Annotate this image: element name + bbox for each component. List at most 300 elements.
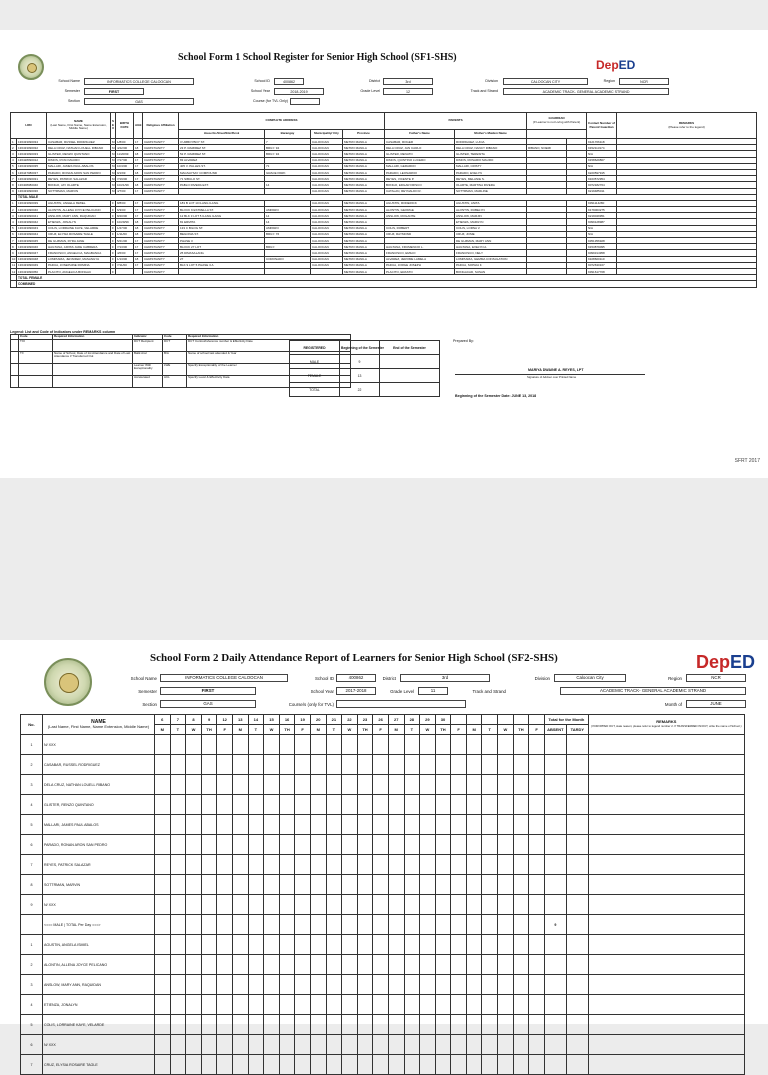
attendance-cell[interactable] xyxy=(451,935,467,955)
attendance-cell[interactable] xyxy=(482,975,498,995)
attendance-cell[interactable] xyxy=(420,1015,436,1035)
attendance-cell[interactable] xyxy=(482,795,498,815)
attendance-cell[interactable] xyxy=(295,855,311,875)
attendance-cell[interactable] xyxy=(217,915,233,935)
attendance-cell[interactable] xyxy=(420,955,436,975)
attendance-cell[interactable] xyxy=(248,895,264,915)
attendance-cell[interactable] xyxy=(232,895,248,915)
attendance-cell[interactable] xyxy=(498,1035,514,1055)
attendance-cell[interactable] xyxy=(513,835,529,855)
attendance-cell[interactable] xyxy=(170,915,186,935)
attendance-cell[interactable] xyxy=(529,795,545,815)
attendance-cell[interactable] xyxy=(326,935,342,955)
attendance-cell[interactable] xyxy=(420,795,436,815)
attendance-cell[interactable] xyxy=(232,1015,248,1035)
attendance-cell[interactable] xyxy=(342,855,358,875)
attendance-cell[interactable] xyxy=(264,955,280,975)
attendance-cell[interactable] xyxy=(435,855,451,875)
attendance-cell[interactable] xyxy=(264,875,280,895)
attendance-cell[interactable] xyxy=(342,915,358,935)
attendance-cell[interactable] xyxy=(186,755,202,775)
attendance-cell[interactable] xyxy=(482,875,498,895)
attendance-cell[interactable] xyxy=(310,915,326,935)
attendance-cell[interactable] xyxy=(310,935,326,955)
attendance-cell[interactable] xyxy=(498,935,514,955)
attendance-cell[interactable] xyxy=(326,875,342,895)
attendance-cell[interactable] xyxy=(529,895,545,915)
attendance-cell[interactable] xyxy=(451,875,467,895)
attendance-cell[interactable] xyxy=(529,775,545,795)
attendance-cell[interactable] xyxy=(342,975,358,995)
attendance-cell[interactable] xyxy=(279,875,295,895)
attendance-cell[interactable] xyxy=(170,1035,186,1055)
attendance-cell[interactable] xyxy=(279,795,295,815)
attendance-cell[interactable] xyxy=(529,855,545,875)
attendance-cell[interactable] xyxy=(248,855,264,875)
attendance-cell[interactable] xyxy=(435,975,451,995)
attendance-cell[interactable] xyxy=(310,955,326,975)
attendance-cell[interactable] xyxy=(342,935,358,955)
attendance-cell[interactable] xyxy=(466,935,482,955)
attendance-cell[interactable] xyxy=(342,1055,358,1075)
attendance-cell[interactable] xyxy=(326,775,342,795)
attendance-cell[interactable] xyxy=(232,995,248,1015)
attendance-cell[interactable] xyxy=(295,955,311,975)
attendance-cell[interactable] xyxy=(498,775,514,795)
attendance-cell[interactable] xyxy=(186,1035,202,1055)
attendance-cell[interactable] xyxy=(217,975,233,995)
attendance-cell[interactable] xyxy=(529,755,545,775)
attendance-cell[interactable] xyxy=(435,735,451,755)
attendance-cell[interactable] xyxy=(295,815,311,835)
attendance-cell[interactable] xyxy=(155,955,171,975)
attendance-cell[interactable] xyxy=(482,895,498,915)
attendance-cell[interactable] xyxy=(451,735,467,755)
attendance-cell[interactable] xyxy=(373,1055,389,1075)
attendance-cell[interactable] xyxy=(279,955,295,975)
attendance-cell[interactable] xyxy=(295,935,311,955)
attendance-cell[interactable] xyxy=(295,875,311,895)
attendance-cell[interactable] xyxy=(482,835,498,855)
attendance-cell[interactable] xyxy=(295,775,311,795)
attendance-cell[interactable] xyxy=(170,775,186,795)
attendance-cell[interactable] xyxy=(186,835,202,855)
attendance-cell[interactable] xyxy=(217,955,233,975)
attendance-cell[interactable] xyxy=(420,995,436,1015)
attendance-cell[interactable] xyxy=(420,775,436,795)
attendance-cell[interactable] xyxy=(310,795,326,815)
attendance-cell[interactable] xyxy=(310,1035,326,1055)
attendance-cell[interactable] xyxy=(388,775,404,795)
attendance-cell[interactable] xyxy=(435,1015,451,1035)
attendance-cell[interactable] xyxy=(201,755,217,775)
attendance-cell[interactable] xyxy=(420,815,436,835)
attendance-cell[interactable] xyxy=(342,795,358,815)
attendance-cell[interactable] xyxy=(155,975,171,995)
attendance-cell[interactable] xyxy=(186,815,202,835)
attendance-cell[interactable] xyxy=(310,815,326,835)
attendance-cell[interactable] xyxy=(248,755,264,775)
attendance-cell[interactable] xyxy=(482,775,498,795)
attendance-cell[interactable] xyxy=(279,815,295,835)
attendance-cell[interactable] xyxy=(451,1015,467,1035)
attendance-cell[interactable] xyxy=(326,735,342,755)
attendance-cell[interactable] xyxy=(155,995,171,1015)
attendance-cell[interactable] xyxy=(435,955,451,975)
attendance-cell[interactable] xyxy=(264,735,280,755)
attendance-cell[interactable] xyxy=(279,755,295,775)
attendance-cell[interactable] xyxy=(420,975,436,995)
attendance-cell[interactable] xyxy=(498,735,514,755)
attendance-cell[interactable] xyxy=(310,855,326,875)
attendance-cell[interactable] xyxy=(435,895,451,915)
attendance-cell[interactable] xyxy=(201,895,217,915)
attendance-cell[interactable] xyxy=(170,995,186,1015)
attendance-cell[interactable] xyxy=(388,735,404,755)
attendance-cell[interactable] xyxy=(248,935,264,955)
attendance-cell[interactable] xyxy=(451,795,467,815)
attendance-cell[interactable] xyxy=(513,875,529,895)
attendance-cell[interactable] xyxy=(513,935,529,955)
attendance-cell[interactable] xyxy=(295,995,311,1015)
attendance-cell[interactable] xyxy=(201,835,217,855)
attendance-cell[interactable] xyxy=(420,855,436,875)
attendance-cell[interactable] xyxy=(217,1055,233,1075)
attendance-cell[interactable] xyxy=(498,1055,514,1075)
attendance-cell[interactable] xyxy=(155,915,171,935)
attendance-cell[interactable] xyxy=(513,895,529,915)
attendance-cell[interactable] xyxy=(451,895,467,915)
attendance-cell[interactable] xyxy=(326,1015,342,1035)
attendance-cell[interactable] xyxy=(217,895,233,915)
attendance-cell[interactable] xyxy=(373,875,389,895)
attendance-cell[interactable] xyxy=(357,955,373,975)
attendance-cell[interactable] xyxy=(326,995,342,1015)
attendance-cell[interactable] xyxy=(310,875,326,895)
attendance-cell[interactable] xyxy=(513,915,529,935)
attendance-cell[interactable] xyxy=(435,755,451,775)
attendance-cell[interactable] xyxy=(295,895,311,915)
attendance-cell[interactable] xyxy=(373,755,389,775)
attendance-cell[interactable] xyxy=(264,935,280,955)
attendance-cell[interactable] xyxy=(248,1035,264,1055)
attendance-cell[interactable] xyxy=(357,1015,373,1035)
attendance-cell[interactable] xyxy=(279,975,295,995)
attendance-cell[interactable] xyxy=(498,895,514,915)
attendance-cell[interactable] xyxy=(404,915,420,935)
attendance-cell[interactable] xyxy=(373,955,389,975)
attendance-cell[interactable] xyxy=(232,975,248,995)
attendance-cell[interactable] xyxy=(404,855,420,875)
attendance-cell[interactable] xyxy=(264,835,280,855)
attendance-cell[interactable] xyxy=(404,955,420,975)
attendance-cell[interactable] xyxy=(201,1035,217,1055)
attendance-cell[interactable] xyxy=(498,835,514,855)
attendance-cell[interactable] xyxy=(498,1015,514,1035)
attendance-cell[interactable] xyxy=(388,975,404,995)
attendance-cell[interactable] xyxy=(170,835,186,855)
attendance-cell[interactable] xyxy=(451,1035,467,1055)
attendance-cell[interactable] xyxy=(264,895,280,915)
attendance-cell[interactable] xyxy=(482,1035,498,1055)
attendance-cell[interactable] xyxy=(451,835,467,855)
attendance-cell[interactable] xyxy=(529,955,545,975)
attendance-cell[interactable] xyxy=(529,975,545,995)
attendance-cell[interactable] xyxy=(326,955,342,975)
attendance-cell[interactable] xyxy=(342,995,358,1015)
attendance-cell[interactable] xyxy=(498,875,514,895)
attendance-cell[interactable] xyxy=(451,995,467,1015)
attendance-cell[interactable] xyxy=(388,755,404,775)
attendance-cell[interactable] xyxy=(388,915,404,935)
attendance-cell[interactable] xyxy=(435,995,451,1015)
attendance-cell[interactable] xyxy=(482,915,498,935)
attendance-cell[interactable] xyxy=(201,955,217,975)
attendance-cell[interactable] xyxy=(217,875,233,895)
attendance-cell[interactable] xyxy=(466,955,482,975)
attendance-cell[interactable] xyxy=(186,915,202,935)
attendance-cell[interactable] xyxy=(404,835,420,855)
attendance-cell[interactable] xyxy=(435,795,451,815)
attendance-cell[interactable] xyxy=(482,815,498,835)
attendance-cell[interactable] xyxy=(295,755,311,775)
attendance-cell[interactable] xyxy=(420,1035,436,1055)
attendance-cell[interactable] xyxy=(529,835,545,855)
attendance-cell[interactable] xyxy=(326,915,342,935)
attendance-cell[interactable] xyxy=(404,815,420,835)
attendance-cell[interactable] xyxy=(232,915,248,935)
attendance-cell[interactable] xyxy=(279,735,295,755)
attendance-cell[interactable] xyxy=(357,895,373,915)
attendance-cell[interactable] xyxy=(217,1015,233,1035)
attendance-cell[interactable] xyxy=(170,935,186,955)
attendance-cell[interactable] xyxy=(529,1035,545,1055)
attendance-cell[interactable] xyxy=(248,775,264,795)
attendance-cell[interactable] xyxy=(513,1015,529,1035)
attendance-cell[interactable] xyxy=(529,735,545,755)
attendance-cell[interactable] xyxy=(466,855,482,875)
attendance-cell[interactable] xyxy=(217,855,233,875)
attendance-cell[interactable] xyxy=(217,995,233,1015)
attendance-cell[interactable] xyxy=(420,875,436,895)
attendance-cell[interactable] xyxy=(279,935,295,955)
attendance-cell[interactable] xyxy=(513,1035,529,1055)
attendance-cell[interactable] xyxy=(498,815,514,835)
attendance-cell[interactable] xyxy=(373,915,389,935)
attendance-cell[interactable] xyxy=(373,995,389,1015)
attendance-cell[interactable] xyxy=(310,755,326,775)
attendance-cell[interactable] xyxy=(326,1035,342,1055)
attendance-cell[interactable] xyxy=(264,995,280,1015)
attendance-cell[interactable] xyxy=(466,1035,482,1055)
attendance-cell[interactable] xyxy=(186,995,202,1015)
attendance-cell[interactable] xyxy=(357,735,373,755)
attendance-cell[interactable] xyxy=(264,1055,280,1075)
attendance-cell[interactable] xyxy=(498,995,514,1015)
attendance-cell[interactable] xyxy=(342,735,358,755)
attendance-cell[interactable] xyxy=(451,815,467,835)
attendance-cell[interactable] xyxy=(201,935,217,955)
attendance-cell[interactable] xyxy=(279,835,295,855)
attendance-cell[interactable] xyxy=(170,895,186,915)
attendance-cell[interactable] xyxy=(310,835,326,855)
attendance-cell[interactable] xyxy=(451,755,467,775)
attendance-cell[interactable] xyxy=(435,815,451,835)
attendance-cell[interactable] xyxy=(217,755,233,775)
attendance-cell[interactable] xyxy=(420,835,436,855)
attendance-cell[interactable] xyxy=(186,855,202,875)
attendance-cell[interactable] xyxy=(529,935,545,955)
attendance-cell[interactable] xyxy=(186,735,202,755)
attendance-cell[interactable] xyxy=(513,975,529,995)
attendance-cell[interactable] xyxy=(155,875,171,895)
attendance-cell[interactable] xyxy=(388,835,404,855)
attendance-cell[interactable] xyxy=(295,1055,311,1075)
attendance-cell[interactable] xyxy=(529,995,545,1015)
attendance-cell[interactable] xyxy=(170,1015,186,1035)
attendance-cell[interactable] xyxy=(357,815,373,835)
attendance-cell[interactable] xyxy=(435,875,451,895)
attendance-cell[interactable] xyxy=(170,735,186,755)
attendance-cell[interactable] xyxy=(295,975,311,995)
attendance-cell[interactable] xyxy=(420,895,436,915)
attendance-cell[interactable] xyxy=(404,755,420,775)
attendance-cell[interactable] xyxy=(404,1015,420,1035)
attendance-cell[interactable] xyxy=(279,1035,295,1055)
attendance-cell[interactable] xyxy=(357,935,373,955)
attendance-cell[interactable] xyxy=(170,855,186,875)
attendance-cell[interactable] xyxy=(295,1035,311,1055)
attendance-cell[interactable] xyxy=(170,955,186,975)
attendance-cell[interactable] xyxy=(513,995,529,1015)
attendance-cell[interactable] xyxy=(248,955,264,975)
attendance-cell[interactable] xyxy=(404,935,420,955)
attendance-cell[interactable] xyxy=(435,915,451,935)
attendance-cell[interactable] xyxy=(388,1055,404,1075)
attendance-cell[interactable] xyxy=(466,735,482,755)
attendance-cell[interactable] xyxy=(342,875,358,895)
attendance-cell[interactable] xyxy=(217,795,233,815)
attendance-cell[interactable] xyxy=(435,935,451,955)
attendance-cell[interactable] xyxy=(170,815,186,835)
attendance-cell[interactable] xyxy=(279,895,295,915)
attendance-cell[interactable] xyxy=(529,815,545,835)
attendance-cell[interactable] xyxy=(404,895,420,915)
attendance-cell[interactable] xyxy=(513,775,529,795)
attendance-cell[interactable] xyxy=(342,1015,358,1035)
attendance-cell[interactable] xyxy=(373,1015,389,1035)
attendance-cell[interactable] xyxy=(388,935,404,955)
attendance-cell[interactable] xyxy=(186,935,202,955)
attendance-cell[interactable] xyxy=(217,815,233,835)
attendance-cell[interactable] xyxy=(404,1035,420,1055)
attendance-cell[interactable] xyxy=(373,815,389,835)
attendance-cell[interactable] xyxy=(451,975,467,995)
attendance-cell[interactable] xyxy=(388,955,404,975)
attendance-cell[interactable] xyxy=(388,855,404,875)
attendance-cell[interactable] xyxy=(373,735,389,755)
attendance-cell[interactable] xyxy=(248,995,264,1015)
attendance-cell[interactable] xyxy=(513,815,529,835)
attendance-cell[interactable] xyxy=(404,775,420,795)
attendance-cell[interactable] xyxy=(232,795,248,815)
attendance-cell[interactable] xyxy=(357,835,373,855)
attendance-cell[interactable] xyxy=(279,775,295,795)
attendance-cell[interactable] xyxy=(466,835,482,855)
attendance-cell[interactable] xyxy=(357,775,373,795)
attendance-cell[interactable] xyxy=(217,1035,233,1055)
attendance-cell[interactable] xyxy=(388,815,404,835)
attendance-cell[interactable] xyxy=(279,995,295,1015)
attendance-cell[interactable] xyxy=(326,795,342,815)
attendance-cell[interactable] xyxy=(373,835,389,855)
attendance-cell[interactable] xyxy=(170,755,186,775)
attendance-cell[interactable] xyxy=(310,995,326,1015)
attendance-cell[interactable] xyxy=(155,835,171,855)
attendance-cell[interactable] xyxy=(155,795,171,815)
attendance-cell[interactable] xyxy=(326,815,342,835)
attendance-cell[interactable] xyxy=(451,775,467,795)
attendance-cell[interactable] xyxy=(404,975,420,995)
attendance-cell[interactable] xyxy=(357,1035,373,1055)
attendance-cell[interactable] xyxy=(264,975,280,995)
attendance-cell[interactable] xyxy=(186,895,202,915)
attendance-cell[interactable] xyxy=(201,815,217,835)
attendance-cell[interactable] xyxy=(388,795,404,815)
attendance-cell[interactable] xyxy=(357,975,373,995)
attendance-cell[interactable] xyxy=(186,775,202,795)
attendance-cell[interactable] xyxy=(435,775,451,795)
attendance-cell[interactable] xyxy=(342,835,358,855)
attendance-cell[interactable] xyxy=(264,915,280,935)
attendance-cell[interactable] xyxy=(466,975,482,995)
attendance-cell[interactable] xyxy=(529,915,545,935)
attendance-cell[interactable] xyxy=(186,975,202,995)
attendance-cell[interactable] xyxy=(264,795,280,815)
attendance-cell[interactable] xyxy=(388,875,404,895)
attendance-cell[interactable] xyxy=(466,895,482,915)
attendance-cell[interactable] xyxy=(295,795,311,815)
attendance-cell[interactable] xyxy=(232,875,248,895)
attendance-cell[interactable] xyxy=(529,875,545,895)
attendance-cell[interactable] xyxy=(373,795,389,815)
attendance-cell[interactable] xyxy=(513,795,529,815)
attendance-cell[interactable] xyxy=(513,735,529,755)
attendance-cell[interactable] xyxy=(217,935,233,955)
attendance-cell[interactable] xyxy=(264,755,280,775)
attendance-cell[interactable] xyxy=(264,855,280,875)
attendance-cell[interactable] xyxy=(201,855,217,875)
attendance-cell[interactable] xyxy=(342,755,358,775)
attendance-cell[interactable] xyxy=(404,875,420,895)
attendance-cell[interactable] xyxy=(248,1055,264,1075)
attendance-cell[interactable] xyxy=(264,775,280,795)
attendance-cell[interactable] xyxy=(217,735,233,755)
attendance-cell[interactable] xyxy=(498,855,514,875)
attendance-cell[interactable] xyxy=(248,835,264,855)
attendance-cell[interactable] xyxy=(498,795,514,815)
attendance-cell[interactable] xyxy=(451,915,467,935)
attendance-cell[interactable] xyxy=(232,835,248,855)
attendance-cell[interactable] xyxy=(232,775,248,795)
attendance-cell[interactable] xyxy=(466,995,482,1015)
attendance-cell[interactable] xyxy=(498,955,514,975)
attendance-cell[interactable] xyxy=(466,755,482,775)
attendance-cell[interactable] xyxy=(420,915,436,935)
attendance-cell[interactable] xyxy=(451,855,467,875)
attendance-cell[interactable] xyxy=(232,735,248,755)
attendance-cell[interactable] xyxy=(232,755,248,775)
